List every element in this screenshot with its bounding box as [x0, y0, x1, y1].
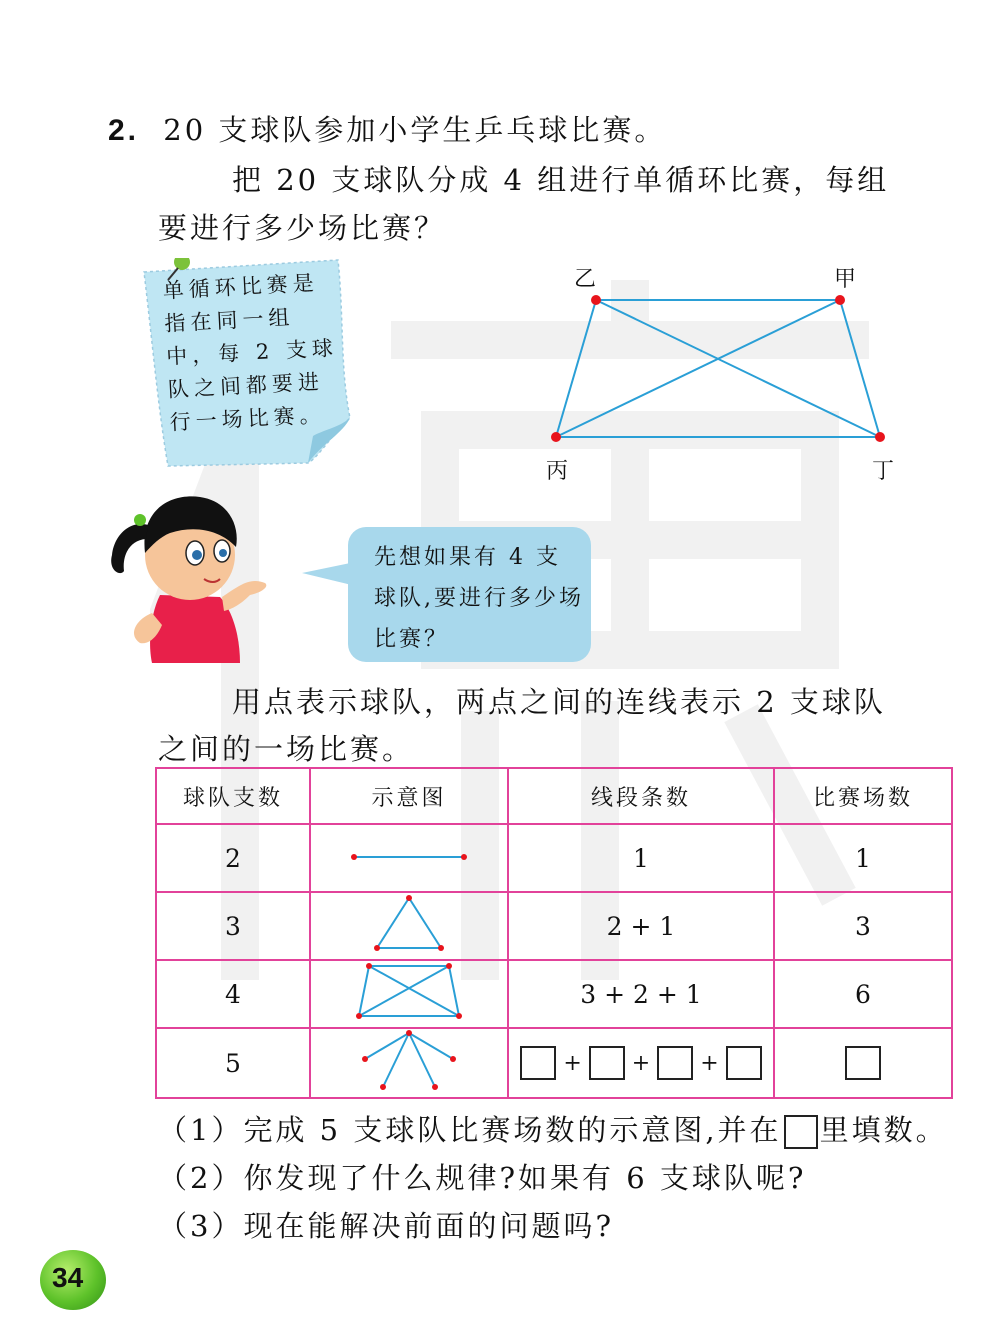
question-2-text: 你发现了什么规律?如果有 6 支球队呢? [243, 1161, 807, 1195]
two-team-diagram [349, 847, 469, 867]
inline-answer-box [784, 1115, 818, 1149]
table-row [156, 1028, 952, 1098]
teams-cell: 3 [156, 892, 310, 960]
page-number: 34 [52, 1262, 84, 1293]
games-answer-cell [774, 1028, 952, 1098]
table-row [156, 824, 952, 892]
question-1-text-a: 完成 5 支球队比赛场数的示意图,并在 [243, 1113, 782, 1147]
games-cell: 6 [774, 960, 952, 1028]
vertex-dot-ding [875, 432, 885, 442]
question-3 [158, 1204, 614, 1245]
question-1-number: （1） [158, 1113, 244, 1147]
problem-title: 20 支球队参加小学生乒乓球比赛。 [163, 113, 667, 147]
header-teams: 球队支数 [156, 768, 310, 824]
teams-cell: 2 [156, 824, 310, 892]
question-line-2: 要进行多少场比赛？ [158, 211, 447, 245]
teams-cell: 4 [156, 960, 310, 1028]
note-text: 单循环比赛是指在同一组中，每 2 支球队之间都要进行一场比赛。 [162, 270, 339, 435]
girl-illustration [100, 485, 280, 665]
five-team-diagram [359, 1029, 459, 1091]
vertex-dot-bing [551, 432, 561, 442]
question-1 [158, 1108, 948, 1149]
answer-box[interactable] [589, 1046, 625, 1080]
explanation-line-1: 用点表示球队，两点之间的连线表示 2 支球队 [232, 685, 886, 719]
diagram-cell [310, 892, 508, 960]
problem-number: 2. [108, 114, 140, 147]
table-header-row [156, 768, 952, 824]
question-2 [158, 1156, 806, 1197]
three-team-diagram [369, 893, 449, 953]
summary-table [155, 767, 953, 1099]
header-diagram: 示意图 [310, 768, 508, 824]
vertex-dot-yi [591, 295, 601, 305]
pin-icon [174, 258, 190, 270]
question-3-number: （3） [158, 1209, 244, 1243]
segments-answer-cell [508, 1028, 774, 1098]
plus-sign: + [563, 1050, 582, 1076]
speech-bubble-text: 先想如果有 4 支球队,要进行多少场比赛？ [374, 545, 584, 652]
vertex-label-ding: 丁 [872, 459, 895, 484]
explanation-line-2: 之间的一场比赛。 [158, 732, 415, 766]
table-row [156, 960, 952, 1028]
segments-cell: 3 + 2 + 1 [508, 960, 774, 1028]
games-cell: 1 [774, 824, 952, 892]
diagram-cell [310, 824, 508, 892]
plus-sign: + [700, 1050, 719, 1076]
problem-heading [108, 108, 666, 149]
table-row [156, 892, 952, 960]
four-team-diagram [354, 962, 464, 1020]
vertex-label-yi: 乙 [574, 267, 597, 292]
diagram-cell [310, 1028, 508, 1098]
header-segments: 线段条数 [508, 768, 774, 824]
vertex-label-bing: 丙 [546, 459, 569, 484]
segments-cell: 1 [508, 824, 774, 892]
answer-box[interactable] [726, 1046, 762, 1080]
games-cell: 3 [774, 892, 952, 960]
answer-box[interactable] [657, 1046, 693, 1080]
question-3-text: 现在能解决前面的问题吗? [243, 1209, 615, 1243]
vertex-label-jia: 甲 [834, 267, 857, 292]
teams-cell: 5 [156, 1028, 310, 1098]
question-1-text-b: 里填数。 [819, 1113, 948, 1147]
answer-box[interactable] [845, 1046, 881, 1080]
question-2-number: （2） [158, 1161, 244, 1195]
plus-sign: + [631, 1050, 651, 1076]
diagram-cell [310, 960, 508, 1028]
answer-box[interactable] [520, 1046, 556, 1080]
header-games: 比赛场数 [774, 768, 952, 824]
question-line-1: 把 20 支球队分成 4 组进行单循环比赛，每组 [232, 163, 890, 197]
segments-cell: 2 + 1 [508, 892, 774, 960]
vertex-dot-jia [835, 295, 845, 305]
